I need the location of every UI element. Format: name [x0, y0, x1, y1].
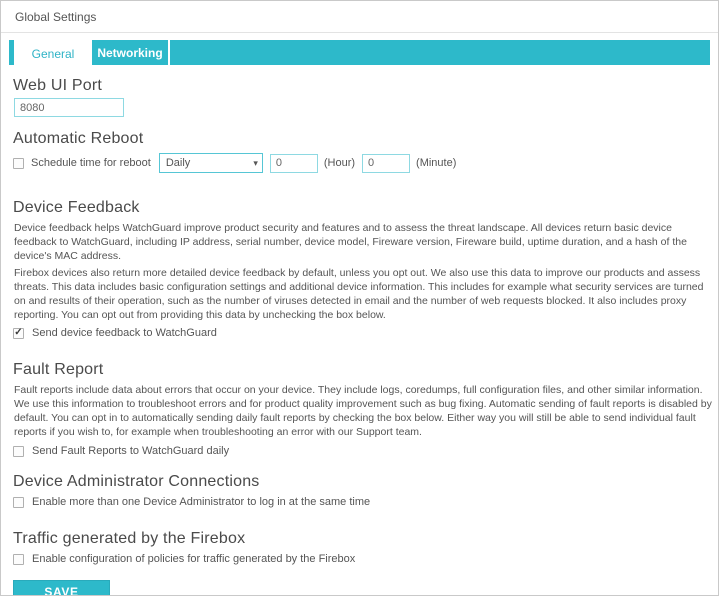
automatic-reboot-row [13, 153, 718, 173]
enable-multiple-admins-label: Enable more than one Device Administrator to log in at the same time [32, 496, 371, 508]
send-device-feedback-label: Send device feedback to WatchGuard [32, 327, 217, 339]
schedule-reboot-label: Schedule time for reboot [31, 157, 151, 169]
minute-label: (Minute) [416, 157, 457, 169]
fault-report-paragraph: Fault reports include data about errors that occur on your device. They include logs, coredumps, full configuration files, and other similar information. We use this information to troubleshoot errors and for product quality improvement such as bug fixing. Automatic sending of fault reports is disabled by default. You can opt in to automatically sending daily fault reports by checking the box below. Either way you will still be able to send individual fault reports if you wish to, for example when troubleshooting an error with our Support team. [14, 384, 712, 438]
tab-bar [9, 40, 710, 65]
hour-label: (Hour) [323, 157, 356, 169]
automatic-reboot-heading: Automatic Reboot [13, 130, 144, 147]
web-ui-port-heading: Web UI Port [13, 77, 103, 94]
chevron-down-icon: ▾ [253, 157, 258, 168]
reboot-schedule-select[interactable] [159, 153, 263, 173]
send-fault-reports-checkbox[interactable] [13, 446, 24, 457]
enable-firebox-traffic-policies-checkbox[interactable] [13, 554, 24, 565]
device-admin-checkbox-row [13, 496, 718, 508]
device-feedback-paragraph-2: Firebox devices also return more detailed device feedback by default, unless you opt out. We also use this data to improve our products and assess threats. This data includes basic configuration settings and additional device information. This includes for example what security services are turned on and results of their operation, such as the number of viruses detected in email and the number of web requests blocked. It also includes proxy reporting. You can opt out from providing this data by unchecking the box below. [14, 267, 704, 321]
send-fault-reports-label: Send Fault Reports to WatchGuard daily [32, 445, 230, 457]
tab-networking[interactable] [92, 40, 170, 65]
reboot-schedule-selected-value: Daily [165, 157, 191, 169]
reboot-hour-input[interactable] [270, 154, 318, 173]
tab-networking-label: Networking [97, 45, 163, 60]
device-admin-connections-heading: Device Administrator Connections [13, 473, 260, 490]
fault-report-checkbox-row [13, 445, 718, 457]
device-feedback-checkbox-row [13, 327, 718, 339]
enable-firebox-traffic-policies-label: Enable configuration of policies for traffic generated by the Firebox [32, 553, 356, 565]
enable-multiple-admins-checkbox[interactable] [13, 497, 24, 508]
header-divider [1, 32, 718, 33]
page-title: Global Settings [15, 10, 97, 24]
tab-general-label: General [31, 47, 75, 61]
device-feedback-paragraph-1: Device feedback helps WatchGuard improve product security and features and to assess the threat landscape. All devices return basic device feedback to WatchGuard, including IP address, serial number, device model, Fireware version, Fireware build, uptime duration, and a hash of the device's MAC address. [14, 222, 687, 262]
firebox-traffic-heading: Traffic generated by the Firebox [13, 530, 246, 547]
schedule-reboot-checkbox[interactable] [13, 158, 24, 169]
web-ui-port-input[interactable] [14, 98, 124, 117]
save-button[interactable]: SAVE [13, 580, 110, 596]
tab-general[interactable] [14, 40, 92, 68]
reboot-minute-input[interactable] [362, 154, 410, 173]
send-device-feedback-checkbox[interactable] [13, 328, 24, 339]
check-icon: ✓ [14, 327, 23, 338]
fault-report-heading: Fault Report [13, 361, 104, 378]
firebox-traffic-checkbox-row [13, 553, 718, 565]
device-feedback-heading: Device Feedback [13, 199, 140, 216]
